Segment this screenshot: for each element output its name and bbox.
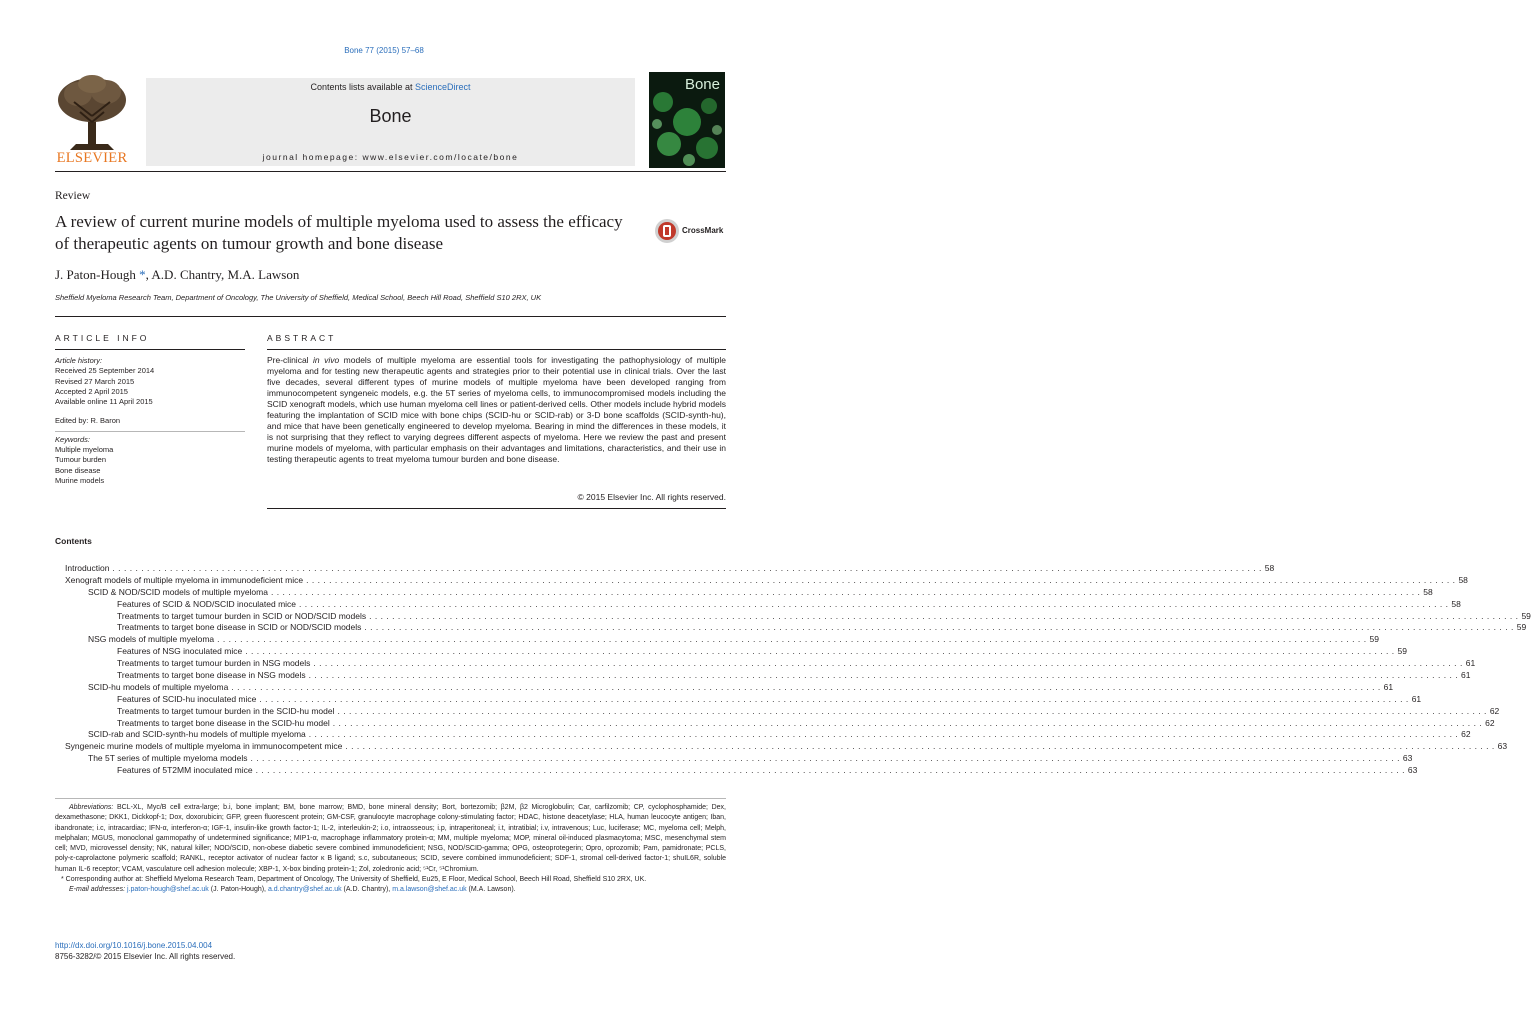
toc-entry-title: Treatments to target tumour burden in NSG models xyxy=(117,658,311,669)
toc-leader-dots: ........................................................................................................................................................................................................ xyxy=(364,622,1517,633)
toc-entry-page: 63 xyxy=(1497,741,1508,752)
article-info xyxy=(55,356,245,486)
toc-leader-dots: ........................................................................................................................................................................................................ xyxy=(112,563,1265,573)
toc-leader-dots: ........................................................................................................................................................................................................ xyxy=(308,729,1462,740)
abstract-rule xyxy=(267,349,726,350)
crossmark-badge[interactable] xyxy=(654,218,724,249)
history-label: Article history: xyxy=(55,356,103,365)
toc-entry-page: 61 xyxy=(1383,681,1394,692)
toc-entry-page: 59 xyxy=(1397,646,1407,657)
toc-entry-page: 58 xyxy=(1451,598,1461,609)
email-link[interactable]: j.paton-hough@shef.ac.uk xyxy=(126,886,209,894)
toc-leader-dots: ........................................................................................................................................................................................................ xyxy=(308,670,1461,681)
toc-entry-title: Features of 5T2MM inoculated mice xyxy=(117,765,253,776)
toc-entry[interactable] xyxy=(55,681,1394,694)
availability-line xyxy=(146,82,635,92)
toc-entry-page: 59 xyxy=(1369,634,1379,645)
keyword: Bone disease xyxy=(55,465,101,475)
affiliation-rule xyxy=(55,316,726,317)
toc-entry[interactable] xyxy=(55,693,1422,706)
toc-entry[interactable] xyxy=(55,670,1471,682)
toc-entry-title: Treatments to target bone disease in SCID or NOD/SCID models xyxy=(117,622,362,633)
abstract-heading: ABSTRACT xyxy=(267,333,337,343)
toc-entry[interactable] xyxy=(55,574,1468,587)
toc-entry-title: SCID-hu models of multiple myeloma xyxy=(88,681,229,692)
author-list xyxy=(55,267,299,283)
history-accepted: Accepted 2 April 2015 xyxy=(55,386,128,396)
elsevier-logo xyxy=(50,72,134,168)
email-link[interactable]: m.a.lawson@shef.ac.uk xyxy=(392,886,467,894)
email-note xyxy=(55,885,726,895)
toc-entry-page: 62 xyxy=(1485,717,1495,728)
abbreviations-note xyxy=(55,803,726,875)
toc-leader-dots: ........................................................................................................................................................................................................ xyxy=(217,634,1370,645)
toc-entry[interactable] xyxy=(55,598,1461,611)
toc-leader-dots: ........................................................................................................................................................................................................ xyxy=(259,693,1412,704)
other-authors: , A.D. Chantry, M.A. Lawson xyxy=(145,267,300,282)
history-online: Available online 11 April 2015 xyxy=(55,397,153,407)
toc-entry-page: 58 xyxy=(1264,563,1275,573)
article-info-rule xyxy=(55,349,245,350)
email-owner: (M.A. Lawson). xyxy=(466,886,516,894)
abstract-text xyxy=(267,355,726,465)
author-name: J. Paton-Hough xyxy=(55,267,136,282)
toc-entry-page: 58 xyxy=(1423,586,1433,597)
toc-entry-title: SCID & NOD/SCID models of multiple myeloma xyxy=(88,586,268,597)
toc-entry[interactable] xyxy=(55,586,1433,599)
elsevier-tree-icon xyxy=(50,72,134,152)
article-type: Review xyxy=(55,190,91,202)
toc-entry-title: Treatments to target bone disease in NSG models xyxy=(117,670,306,681)
edited-by: Edited by: R. Baron xyxy=(55,416,121,426)
toc-entry[interactable] xyxy=(55,634,1379,646)
toc-leader-dots: ........................................................................................................................................................................................................ xyxy=(337,705,1490,716)
toc-entry[interactable] xyxy=(55,658,1476,670)
email-owner: (A.D. Chantry), xyxy=(341,886,393,894)
journal-homepage[interactable]: journal homepage: www.elsevier.com/locate/bone xyxy=(262,152,519,162)
crossmark-icon xyxy=(654,218,680,244)
abstract-copyright: © 2015 Elsevier Inc. All rights reserved. xyxy=(577,492,726,502)
toc-entry-page: 62 xyxy=(1489,705,1500,716)
toc-entry[interactable] xyxy=(55,705,1500,718)
journal-citation-link[interactable]: Bone 77 (2015) 57–68 xyxy=(344,46,424,55)
toc-entry-title: Treatments to target bone disease in the SCID-hu model xyxy=(117,717,330,728)
toc-entry-title: Xenograft models of multiple myeloma in immunodeficient mice xyxy=(65,574,304,585)
toc-leader-dots: ........................................................................................................................................................................................................ xyxy=(250,753,1403,764)
toc-entry-title: Features of NSG inoculated mice xyxy=(117,646,243,657)
toc-entry[interactable] xyxy=(55,741,1508,753)
journal-title: Bone xyxy=(369,106,412,126)
article-info-heading: ARTICLE INFO xyxy=(55,333,150,343)
footnote-rule xyxy=(55,798,726,799)
toc-leader-dots: ........................................................................................................................................................................................................ xyxy=(369,610,1522,621)
toc-entry-title: Treatments to target tumour burden in the SCID-hu model xyxy=(117,705,335,716)
contents-heading: Contents xyxy=(55,536,92,546)
article-title: A review of current murine models of multiple myeloma used to assess the efficacy of therapeutic agents on tumour growth and bone disease xyxy=(55,212,623,253)
toc-entry-page: 61 xyxy=(1461,670,1471,681)
history-revised: Revised 27 March 2015 xyxy=(55,376,135,386)
keyword: Murine models xyxy=(55,475,105,485)
sciencedirect-link[interactable]: ScienceDirect xyxy=(415,82,471,92)
toc-leader-dots: ........................................................................................................................................................................................................ xyxy=(313,658,1466,669)
toc-entry[interactable] xyxy=(55,753,1413,765)
toc-leader-dots: ........................................................................................................................................................................................................ xyxy=(231,681,1384,692)
toc-leader-dots: ........................................................................................................................................................................................................ xyxy=(306,574,1459,585)
abbreviations-label: Abbreviations: xyxy=(69,804,114,811)
toc-leader-dots: ........................................................................................................................................................................................................ xyxy=(270,586,1424,597)
toc-entry[interactable] xyxy=(55,646,1407,658)
journal-header xyxy=(146,78,635,166)
toc-entry-page: 63 xyxy=(1407,765,1418,776)
abstract-part: Pre-clinical xyxy=(267,355,314,365)
table-of-contents xyxy=(55,563,1531,777)
toc-leader-dots: ........................................................................................................................................................................................................ xyxy=(255,765,1408,776)
toc-entry[interactable] xyxy=(55,610,1531,623)
toc-entry-page: 58 xyxy=(1458,574,1468,585)
toc-entry[interactable] xyxy=(55,717,1495,730)
toc-entry[interactable] xyxy=(55,622,1527,634)
history-received: Received 25 September 2014 xyxy=(55,366,155,376)
toc-leader-dots: ........................................................................................................................................................................................................ xyxy=(332,717,1486,728)
doi-link[interactable]: http://dx.doi.org/10.1016/j.bone.2015.04.004 xyxy=(55,941,213,950)
toc-entry-page: 59 xyxy=(1516,622,1527,633)
keyword: Tumour burden xyxy=(55,455,106,465)
toc-entry-title: Syngeneic murine models of multiple myeloma in immunocompetent mice xyxy=(65,741,343,752)
journal-cover xyxy=(649,72,725,168)
toc-entry[interactable] xyxy=(55,729,1471,741)
abstract-bottom-rule xyxy=(267,508,726,509)
toc-entry-title: Features of SCID & NOD/SCID inoculated mice xyxy=(117,598,297,609)
abbreviations-text: BCL-XL, Myc/B cell extra-large; b.i, bone implant; BM, bone marrow; BMD, bone mineral density; Bort, bortezomib; β2M, β2 Microglobulin; Car, carfilzomib; CP, cyclophosphamide; Dex, dexamethasone; DKK1, Dickkopf-1; Dox, doxorubicin; GFP, green fluorescent protein; GM-CSF, granulocyte macrophage colony-stimulating factor; HDAC, histone deacetylase; HLA, human leucocyte antigen; Iban, ibandronate; i.c, intracardiac; IFN-α, interferon-α; IGF-1, insulin-like growth factor-1; IL-2, interleukin-2; i.o, intraosseous; i.p, intraperitoneal; i.t, intratibial; i.v, intravenous; Luc, luciferase; MC, myeloma cell; Melph, melphalan; MGUS, monoclonal gammopathy of undetermined significance; MIP1-α, macrophage inflammatory protein-α; MM, multiple myeloma; MOP, mineral oil-induced plasmacytoma; MSC, mesenchymal stem cell; MVD, microvessel density; NK, natural killer; NOD/SCID, non-obese diabetic severe combined immunodeficient; NSG, NOD/SCID-gamma; OPG, osteoprotegerin; Opro, oprozomib; Pam, pamidronate; PCLS, poly-ε-caprolactone polymeric scaffold; RANKL, receptor activator of nuclear factor κ B ligand; s.c, subcutaneous; SCID, severe combined immunodeficient; SDF-1, stromal cell-derived factor-1; shuIL6R, soluble human IL-6 receptor; VCAM, vasculature cell adhesion molecule; XBP-1, X-box binding protein-1; Zol, zoledronic acid; ⁵¹Cr, ⁵¹Chromium. xyxy=(55,804,726,873)
elsevier-wordmark: ELSEVIER xyxy=(56,150,128,166)
email-label: E-mail addresses: xyxy=(69,886,126,894)
toc-entry-title: Introduction xyxy=(65,563,110,573)
issn-line: 8756-3282/© 2015 Elsevier Inc. All rights reserved. xyxy=(55,952,236,961)
toc-entry-title: SCID-rab and SCID-synth-hu models of multiple myeloma xyxy=(88,729,306,740)
toc-leader-dots: ........................................................................................................................................................................................................ xyxy=(299,598,1452,609)
toc-entry[interactable] xyxy=(55,563,1275,575)
toc-entry-page: 61 xyxy=(1465,658,1476,669)
cover-title: Bone xyxy=(684,76,720,93)
footnotes xyxy=(55,803,726,896)
abstract-part: models of multiple myeloma are essential tools for investigating the pathophysiology of multiple myeloma and for testing new therapeutic agents and strategies prior to their potential use in clinical trials. Over the last five decades, several different types of murine models of multiple myeloma have been developed ranging from immunocompetent syngeneic models, e.g. the 5T series of myeloma cells, to immunocompromised models including the SCID xenograft models, which use human myeloma cell lines or patient-derived cells. Other models include hybrid models featuring the implantation of SCID mice with bone chips (SCID-hu or SCID-rab) or 3-D bone scaffolds (SCID-synth-hu), and mice that have been genetically engineered to develop myeloma. Bearing in mind the differences in these models, it is not surprising that they reflect to varying degrees different aspects of myeloma. Here we review the past and present murine models of myeloma, with particular emphasis on their advantages and limitations, characteristics, and their use in testing therapeutic agents to treat myeloma tumour burden and bone disease. xyxy=(267,355,726,464)
email-owner: (J. Paton-Hough), xyxy=(208,886,268,894)
info-divider xyxy=(55,431,245,432)
toc-entry-page: 59 xyxy=(1521,610,1531,621)
keywords-label: Keywords: xyxy=(55,434,91,444)
corresponding-author-mark[interactable]: * xyxy=(139,267,146,282)
toc-entry-page: 62 xyxy=(1461,729,1471,740)
keyword: Multiple myeloma xyxy=(55,445,114,455)
availability-text: Contents lists available at xyxy=(310,82,416,92)
toc-entry-page: 61 xyxy=(1411,693,1422,704)
toc-entry-title: NSG models of multiple myeloma xyxy=(88,634,215,645)
toc-entry-title: Features of SCID-hu inoculated mice xyxy=(117,693,257,704)
affiliation: Sheffield Myeloma Research Team, Department of Oncology, The University of Sheffield, Medical School, Beech Hill Road, Sheffield S10 2RX, UK xyxy=(55,293,542,302)
header-rule xyxy=(55,171,726,172)
corresponding-note: * Corresponding author at: Sheffield Myeloma Research Team, Department of Oncology, The University of Sheffield, Eu25, E Floor, Medical School, Beech Hill Road, Sheffield S10 2RX, UK. xyxy=(61,876,647,884)
email-link[interactable]: a.d.chantry@shef.ac.uk xyxy=(267,886,342,894)
toc-entry[interactable] xyxy=(55,765,1418,777)
toc-leader-dots: ........................................................................................................................................................................................................ xyxy=(345,741,1498,752)
crossmark-label: CrossMark xyxy=(682,226,724,235)
toc-entry-title: The 5T series of multiple myeloma models xyxy=(88,753,248,764)
toc-entry-page: 63 xyxy=(1402,753,1413,764)
toc-entry-title: Treatments to target tumour burden in SCID or NOD/SCID models xyxy=(117,610,367,621)
toc-leader-dots: ........................................................................................................................................................................................................ xyxy=(245,646,1398,657)
abstract-italic: in vivo xyxy=(313,355,340,365)
